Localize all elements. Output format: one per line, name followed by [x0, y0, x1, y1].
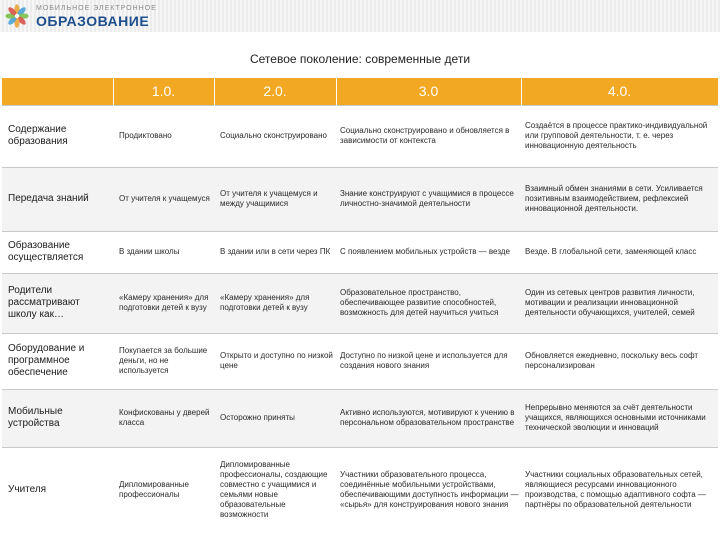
table-cell: Активно используются, мотивируют к учению в персональном образовательном пространстве	[336, 389, 521, 447]
row-label: Родители рассматривают школу как…	[2, 273, 113, 333]
table-cell: Один из сетевых центров развития личности, мотивации и реализации инновационной деятельности обучающихся, учителей, семей	[521, 273, 718, 333]
page-title: Сетевое поколение: современные дети	[249, 52, 471, 66]
table-cell: С появлением мобильных устройств — везде	[336, 231, 521, 273]
table-cell: Социально сконструировано	[214, 105, 336, 167]
header-col-3: 3.0	[336, 78, 521, 105]
header-corner	[2, 78, 113, 105]
table-cell: «Камеру хранения» для подготовки детей к вузу	[113, 273, 214, 333]
row-label: Учителя	[2, 447, 113, 533]
row-label: Мобильные устройства	[2, 389, 113, 447]
logo-subtitle: МОБИЛЬНОЕ ЭЛЕКТРОННОЕ	[36, 4, 157, 12]
table-cell: Участники социальных образовательных сетей, являющиеся ресурсами инновационного производства, с помощью адаптивного софта — партнёры по образовательной деятельности	[521, 447, 718, 533]
table-cell: Осторожно приняты	[214, 389, 336, 447]
snowflake-logo-icon	[4, 3, 30, 29]
header-strip	[0, 0, 720, 32]
table-cell: «Камеру хранения» для подготовки детей к вузу	[214, 273, 336, 333]
table-cell: Продиктовано	[113, 105, 214, 167]
table-cell: Обновляется ежедневно, поскольку весь софт персонализирован	[521, 333, 718, 389]
row-label: Оборудование и программное обеспечение	[2, 333, 113, 389]
table-cell: Образовательное пространство, обеспечивающее развитие способностей, возможность для детей научиться учиться	[336, 273, 521, 333]
table-cell: Социально сконструировано и обновляется в зависимости от контекста	[336, 105, 521, 167]
table-row	[2, 105, 718, 167]
row-label: Образование осуществляется	[2, 231, 113, 273]
table-cell: Дипломированные профессионалы, создающие совместно с учащимися и семьями новые образовательные возможности	[214, 447, 336, 533]
table-cell: Покупается за большие деньги, но не используется	[113, 333, 214, 389]
table-row	[2, 447, 718, 533]
table-cell: В здании школы	[113, 231, 214, 273]
table-row	[2, 389, 718, 447]
logo-title: ОБРАЗОВАНИЕ	[36, 12, 150, 29]
table-cell: Знание конструируют с учащимися в процессе личностно-значимой деятельности	[336, 167, 521, 231]
header-col-1: 1.0.	[113, 78, 214, 105]
table-cell: Взаимный обмен знаниями в сети. Усиливается позитивным взаимодействием, рефлексией инновационной деятельности.	[521, 167, 718, 231]
table-cell: Дипломированные профессионалы	[113, 447, 214, 533]
table-cell: Открыто и доступно по низкой цене	[214, 333, 336, 389]
table-cell: Доступно по низкой цене и используется для создания нового знания	[336, 333, 521, 389]
comparison-table	[2, 78, 719, 533]
row-label: Передача знаний	[2, 167, 113, 231]
table-row	[2, 167, 718, 231]
table-cell: Непрерывно меняются за счёт деятельности учащихся, являющихся основными источниками технической эволюции и инноваций	[521, 389, 718, 447]
table-cell: Везде. В глобальной сети, заменяющей класс	[521, 231, 718, 273]
table-cell: В здании или в сети через ПК	[214, 231, 336, 273]
table-cell: Конфискованы у дверей класса	[113, 389, 214, 447]
table-row	[2, 273, 718, 333]
logo	[4, 2, 157, 30]
table-cell: Создаётся в процессе практико-индивидуальной или групповой деятельности, т. е. через инновационную деятельность	[521, 105, 718, 167]
table-cell: От учителя к учащемуся	[113, 167, 214, 231]
header-col-2: 2.0.	[214, 78, 336, 105]
table-cell: Участники образовательного процесса, соединённые мобильными устройствами, обеспечивающими доступность информации — «сырья» для конструирования нового знания	[336, 447, 521, 533]
table-row	[2, 333, 718, 389]
table-cell: От учителя к учащемуся и между учащимися	[214, 167, 336, 231]
header-col-4: 4.0.	[521, 78, 718, 105]
row-label: Содержание образования	[2, 105, 113, 167]
table-row	[2, 231, 718, 273]
table-header-row	[2, 78, 718, 105]
